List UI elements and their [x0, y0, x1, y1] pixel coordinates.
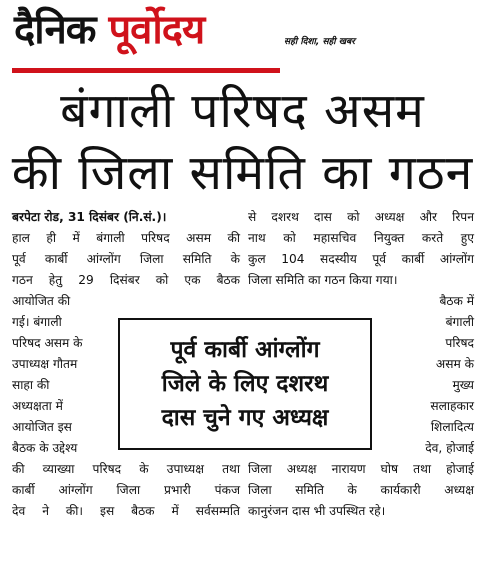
- article-line: बैठक के उद्देश्य: [12, 441, 78, 455]
- article-line: [12, 207, 240, 228]
- article-line: आयोजित इस: [12, 420, 72, 434]
- logo-tagline: सही दिशा, सही खबर: [284, 37, 355, 47]
- article-line: बैठक में: [439, 294, 474, 308]
- article-line: हाल ही में बंगाली परिषद असम की: [12, 231, 240, 245]
- pullquote-line-1: पूर्व कार्बी आंग्लोंग: [170, 337, 320, 363]
- article-line: परिषद असम के: [12, 336, 83, 350]
- pullquote-box: [118, 318, 372, 450]
- article-line: बंगाली: [445, 315, 474, 329]
- masthead-red-bar: [12, 68, 280, 73]
- logo-text-dainik: दैनिक: [14, 7, 109, 53]
- article-line: शिलादित्य: [430, 420, 474, 434]
- newspaper-logo[interactable]: [14, 4, 204, 56]
- article-line: असम के: [435, 357, 474, 371]
- article-line: कुल 104 सदस्यीय पूर्व कार्बी आंग्लोंग: [248, 252, 474, 266]
- masthead: [0, 0, 485, 78]
- article-line: से दशरथ दास को अध्यक्ष और रिपन: [248, 210, 474, 224]
- article-line: परिषद: [445, 336, 474, 350]
- article-line: कानुरंजन दास भी उपस्थित रहे।: [248, 504, 386, 518]
- pullquote-line-2: जिले के लिए दशरथ: [161, 371, 329, 397]
- article-line: गठन हेतु 29 दिसंबर को एक बैठक: [12, 273, 240, 287]
- article-line: आयोजित की: [12, 294, 71, 308]
- article-line: जिला समिति का गठन किया गया।: [248, 273, 398, 287]
- article-line: जिला समिति के कार्यकारी अध्यक्ष: [248, 483, 474, 497]
- dateline: बरपेटा रोड, 31 दिसंबर (नि.सं.)।: [12, 210, 167, 224]
- article-line: कार्बी आंग्लोंग जिला प्रभारी पंकज: [12, 483, 240, 497]
- article-line: साहा की: [12, 378, 50, 392]
- article-line: मुख्य: [452, 378, 474, 392]
- article-line: गई। बंगाली: [12, 315, 62, 329]
- headline-line-2: की जिला समिति का गठन: [11, 145, 474, 201]
- article-line: नाथ को महासचिव नियुक्त करते हुए: [248, 231, 474, 245]
- article-line: की व्याख्या परिषद के उपाध्यक्ष तथा: [12, 462, 240, 476]
- article-headline: [0, 80, 485, 204]
- article-line: पूर्व कार्बी आंग्लोंग जिला समिति के: [12, 252, 240, 266]
- headline-line-1: बंगाली परिषद असम: [60, 83, 425, 139]
- article-line: सलाहकार: [430, 399, 474, 413]
- article-line: जिला अध्यक्ष नारायण घोष तथा होजाई: [248, 462, 474, 476]
- article-line: अध्यक्षता में: [12, 399, 63, 413]
- article-line: देव, होजाई: [425, 441, 474, 455]
- logo-text-purvoday: पूर्वोदय: [108, 7, 205, 53]
- article-line: उपाध्यक्ष गौतम: [12, 357, 78, 371]
- pullquote-line-3: दास चुने गए अध्यक्ष: [161, 405, 329, 431]
- article-line: देव ने की। इस बैठक में सर्वसम्मति: [12, 504, 240, 518]
